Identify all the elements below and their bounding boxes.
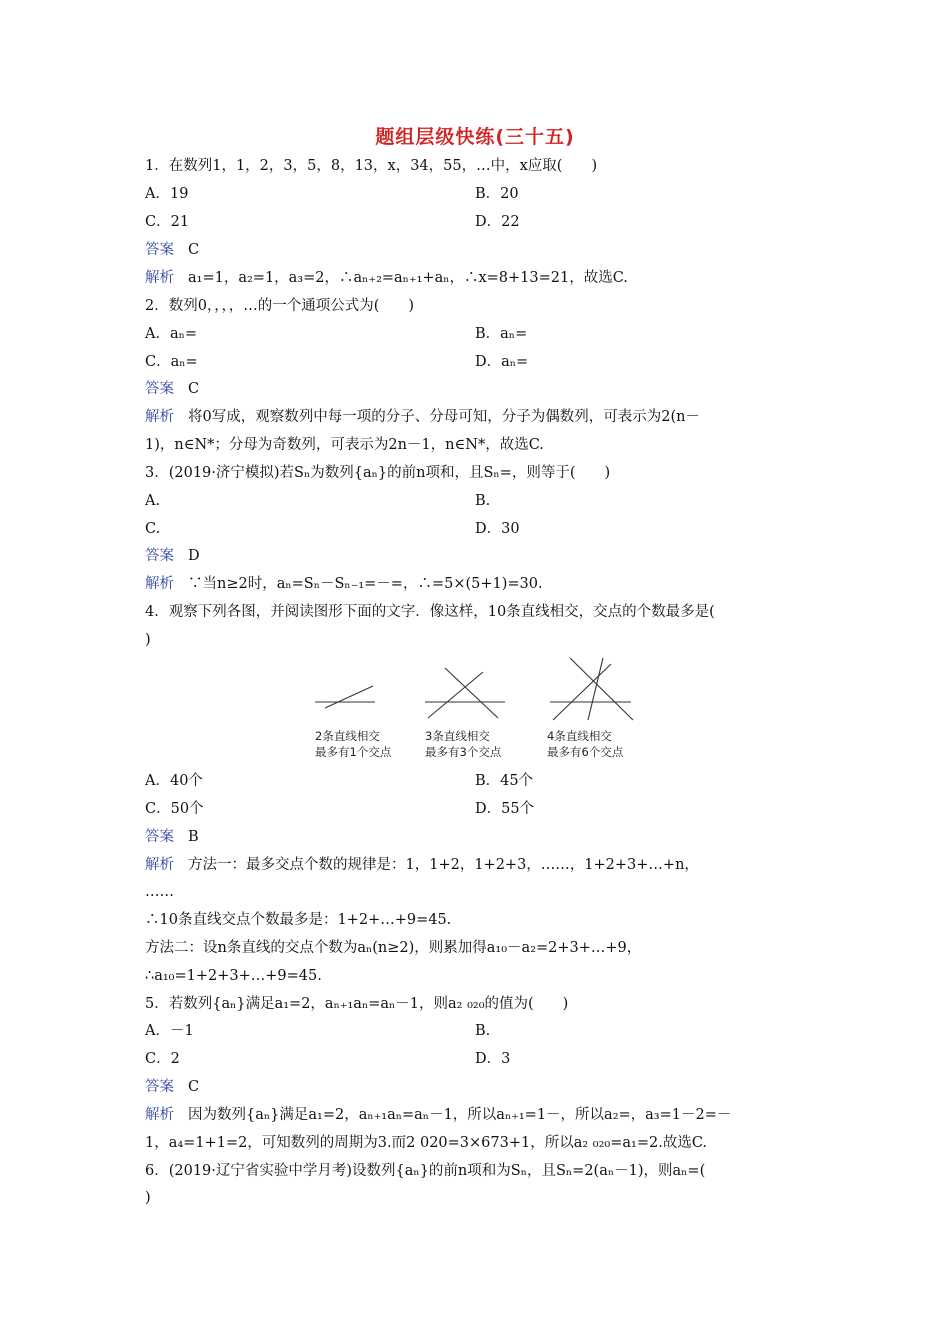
q4-solution-line-1 (145, 855, 699, 875)
solution-text: a₁=1，a₂=1，a₃=2，∴aₙ₊₂=aₙ₊₁+aₙ，∴x=8+13=21，故选C. (188, 270, 628, 286)
figure-four-lines (550, 658, 633, 720)
q2-solution-line-1 (145, 407, 700, 427)
q1-option-a: A．19 (145, 186, 189, 202)
figure-three-lines (425, 668, 505, 718)
solution-text: 方法一：最多交点个数的规律是：1，1+2，1+2+3，……，1+2+3+…+n， (188, 857, 699, 873)
line (428, 672, 483, 718)
line (325, 686, 373, 708)
figure-caption: 2条直线相交 (315, 729, 380, 743)
line (445, 668, 498, 718)
q4-answer (145, 827, 199, 847)
q5-solution-line-2: 1，a₄=1+1=2，可知数列的周期为3.而2 020=3×673+1，所以a₂ ₀₂₀=a₁=2.故选C. (145, 1135, 708, 1151)
q2-solution-line-2: 1)，n∈N*；分母为奇数列，可表示为2n－1，n∈N*，故选C. (145, 437, 544, 453)
q4-option-b: B．45个 (475, 773, 534, 789)
figure-caption: 3条直线相交 (425, 729, 490, 743)
intersecting-lines-figure (305, 650, 645, 765)
q5-option-b: B. (475, 1023, 491, 1039)
solution-label: 解析 (145, 270, 174, 286)
page-title: 题组层级快练(三十五) (375, 126, 575, 148)
solution-text: ∵当n≥2时，aₙ=Sₙ－Sₙ₋₁=－=，∴=5×(5+1)=30. (188, 576, 543, 592)
q5-option-d: D．3 (475, 1051, 511, 1067)
solution-text: 将0写成，观察数列中每一项的分子、分母可知，分子为偶数列，可表示为2(n－ (188, 409, 700, 425)
solution-text: 因为数列{aₙ}满足a₁=2，aₙ₊₁aₙ=aₙ－1，所以aₙ₊₁=1－，所以a₂=，a₃=1－2=－ (188, 1107, 732, 1123)
q1-solution (145, 268, 628, 288)
figure-caption: 最多有1个交点 (315, 745, 392, 759)
q5-stem: 5．若数列{aₙ}满足a₁=2，aₙ₊₁aₙ=aₙ－1，则a₂ ₀₂₀的值为( ) (145, 996, 569, 1012)
figure-caption: 4条直线相交 (547, 729, 612, 743)
q2-stem: 2．数列0，，，，…的一个通项公式为( ) (145, 298, 415, 314)
q2-option-a: A．aₙ= (145, 326, 198, 342)
answer-value: B (188, 829, 199, 845)
answer-label: 答案 (145, 548, 174, 564)
figure-caption: 最多有3个交点 (425, 745, 502, 759)
q2-option-c: C．aₙ= (145, 354, 198, 370)
solution-label: 解析 (145, 576, 174, 592)
q3-option-c: C. (145, 521, 161, 537)
q2-option-b: B．aₙ= (475, 326, 528, 342)
answer-label: 答案 (145, 829, 174, 845)
answer-value: C (188, 242, 200, 258)
q4-option-a: A．40个 (145, 773, 203, 789)
q6-stem-line-2: ) (145, 1190, 151, 1206)
answer-label: 答案 (145, 1079, 174, 1095)
answer-label: 答案 (145, 381, 174, 397)
q3-option-a: A. (145, 493, 161, 509)
q1-stem: 1．在数列1，1，2，3，5，8，13，x，34，55，…中，x应取( ) (145, 158, 598, 174)
q1-option-b: B．20 (475, 186, 519, 202)
q4-solution-line-5: ∴a₁₀=1+2+3+…+9=45. (145, 968, 322, 984)
line (553, 664, 611, 720)
q2-answer (145, 379, 199, 399)
q1-option-c: C．21 (145, 214, 190, 230)
answer-value: D (188, 548, 200, 564)
solution-label: 解析 (145, 409, 174, 425)
answer-value: C (188, 381, 200, 397)
q4-stem-line-2: ) (145, 632, 151, 648)
q5-answer (145, 1077, 199, 1097)
q3-option-d: D．30 (475, 521, 520, 537)
q1-option-d: D．22 (475, 214, 520, 230)
q4-stem-line-1: 4．观察下列各图，并阅读图形下面的文字．像这样，10条直线相交，交点的个数最多是( (145, 604, 715, 620)
figure-caption: 最多有6个交点 (547, 745, 624, 759)
solution-label: 解析 (145, 1107, 174, 1123)
line (570, 658, 633, 720)
answer-value: C (188, 1079, 200, 1095)
q3-solution (145, 574, 543, 594)
q4-solution-line-4: 方法二：设n条直线的交点个数为aₙ(n≥2)，则累加得a₁₀－a₂=2+3+…+9， (145, 940, 642, 956)
q5-option-a: A．－1 (145, 1023, 194, 1039)
figure-two-lines (315, 686, 375, 708)
answer-label: 答案 (145, 242, 174, 258)
q4-option-c: C．50个 (145, 801, 204, 817)
q2-option-d: D．aₙ= (475, 354, 529, 370)
q4-solution-line-3: ∴10条直线交点个数最多是：1+2+…+9=45. (145, 912, 452, 928)
solution-label: 解析 (145, 857, 174, 873)
q3-option-b: B. (475, 493, 491, 509)
q3-answer (145, 546, 200, 566)
q4-solution-line-2: …… (145, 884, 174, 900)
q5-option-c: C．2 (145, 1051, 180, 1067)
q6-stem-line-1: 6．(2019·辽宁省实验中学月考)设数列{aₙ}的前n项和为Sₙ，且Sₙ=2(aₙ－1)，则aₙ=( (145, 1163, 706, 1179)
q4-option-d: D．55个 (475, 801, 535, 817)
q3-stem: 3．(2019·济宁模拟)若Sₙ为数列{aₙ}的前n项和，且Sₙ=，则等于( ) (145, 465, 611, 481)
q1-answer (145, 240, 199, 260)
q5-solution-line-1 (145, 1105, 731, 1125)
